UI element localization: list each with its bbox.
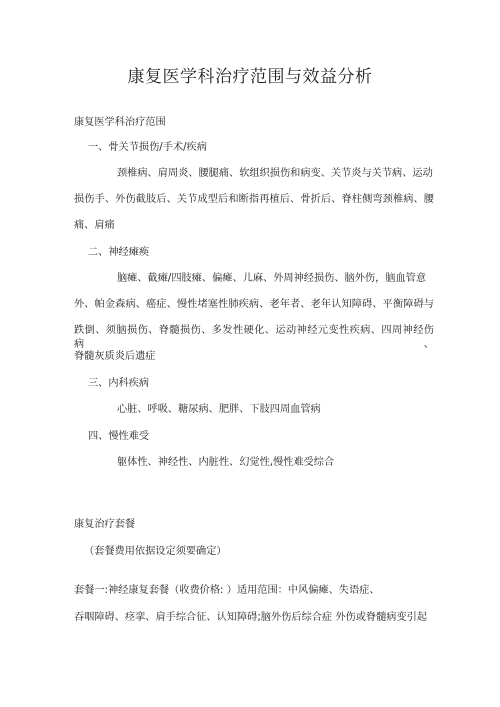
section-heading-4: 四、慢性难受 bbox=[88, 431, 150, 442]
section-1-line-1: 颈椎病、肩周炎、腰腿痛、软组织损伤和病变、关节炎与关节病、运动 bbox=[117, 168, 433, 179]
section-1-line-3: 痛、肩痛 bbox=[74, 220, 115, 231]
package-line-1: 套餐一:神经康复套餐（收费价格: ）适用范围：中风偏瘫、失语症、 bbox=[74, 585, 380, 596]
package-note: （套餐费用依据设定须要确定） bbox=[84, 546, 227, 557]
package-heading: 康复治疗套餐 bbox=[74, 519, 136, 530]
section-2-line-1: 脑瘫、截瘫/四肢瘫、偏瘫、儿麻、外周神经损伤、脑外伤，脑血管意 bbox=[117, 273, 427, 284]
section-heading-1: 一、骨关节损伤/手术/疾病 bbox=[88, 142, 207, 153]
section-2-line-3: 跌倒、须脑损伤、脊髓损伤、多发性硬化、运动神经元变性疾病、四周神经伤病、 bbox=[74, 325, 434, 350]
section-heading-3: 三、内科疾病 bbox=[88, 378, 150, 389]
section-2-line-4: 脊髓灰质炎后遗症 bbox=[74, 351, 156, 362]
section-heading-2: 二、神经瘫痪 bbox=[88, 247, 150, 258]
package-line-2: 吞咽障碍、痉挛、肩手综合征、认知障碍;脑外伤后综合症 外伤或脊髓病变引起 bbox=[74, 612, 428, 623]
section-4-line-1: 躯体性、神经性、内脏性、幻觉性,慢性难受综合 bbox=[117, 457, 335, 468]
section-2-line-2: 外、帕金森病、癌症、慢性堵塞性肺疾病、老年者、老年认知障碍、平衡障碍与 bbox=[74, 299, 434, 310]
scope-heading: 康复医学科治疗范围 bbox=[74, 117, 166, 128]
document-title: 康复医学科治疗范围与效益分析 bbox=[127, 67, 373, 87]
section-1-line-2: 损伤手、外伤截肢后、关节成型后和断指再植后、骨折后、脊柱侧弯颈椎病、腰 bbox=[74, 194, 434, 205]
section-3-line-1: 心脏、呼吸、糖尿病、肥胖、下肢四周血管病 bbox=[117, 404, 321, 415]
